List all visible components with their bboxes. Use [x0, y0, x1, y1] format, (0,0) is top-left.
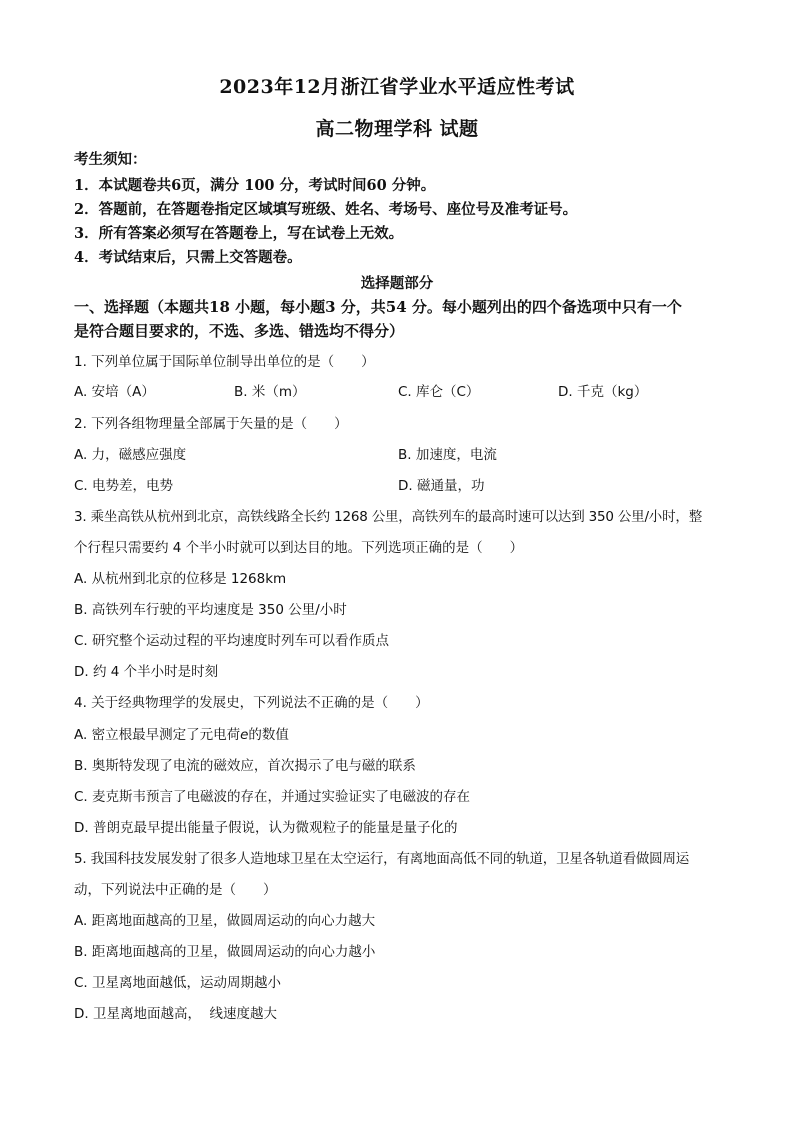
exam-subtitle: 高二物理学科 试题 [315, 118, 479, 140]
question-2-stem: 2. 下列各组物理量全部属于矢量的是（ ） [74, 416, 348, 432]
question-5-stem: 5. 我国科技发展发射了很多人造地球卫星在太空运行，有离地面高低不同的轨道，卫星各轨道看做圆周运 [74, 851, 690, 867]
elementary-charge-symbol: e [240, 727, 249, 743]
section-title: 选择题部分 [360, 275, 434, 292]
question-3-option-a: A. 从杭州到北京的位移是 1268km [74, 571, 287, 587]
question-2-option-c: C. 电势差，电势 [74, 478, 174, 494]
notice-item: 4．考试结束后，只需上交答题卷。 [74, 249, 302, 266]
question-4-stem: 4. 关于经典物理学的发展史，下列说法不正确的是（ ） [74, 695, 429, 711]
question-5-option-d: D. 卫星离地面越高， 线速度越大 [74, 1006, 278, 1022]
question-2-option-a: A. 力，磁感应强度 [74, 447, 187, 463]
question-4-option-a [74, 723, 289, 743]
notice-item: 3．所有答案必须写在答题卷上，写在试卷上无效。 [74, 225, 404, 242]
question-4-option-b: B. 奥斯特发现了电流的磁效应，首次揭示了电与磁的联系 [74, 758, 416, 774]
question-1-option-d: D. 千克（kg） [558, 384, 648, 400]
question-4-option-c: C. 麦克斯韦预言了电磁波的存在，并通过实验证实了电磁波的存在 [74, 789, 471, 805]
question-1-stem: 1. 下列单位属于国际单位制导出单位的是（ ） [74, 354, 375, 370]
question-2-option-b: B. 加速度，电流 [398, 447, 497, 463]
question-1-option-c: C. 库仑（C） [398, 384, 480, 400]
question-3-option-b: B. 高铁列车行驶的平均速度是 350 公里/小时 [74, 602, 347, 618]
question-3-option-c: C. 研究整个运动过程的平均速度时列车可以看作质点 [74, 633, 390, 649]
question-1-option-a: A. 安培（A） [74, 384, 155, 400]
question-3-stem: 3. 乘坐高铁从杭州到北京，高铁线路全长约 1268 公里，高铁列车的最高时速可以达到 350 公里/小时，整 [74, 509, 703, 525]
question-2-option-d: D. 磁通量，功 [398, 478, 485, 494]
question-3-stem: 个行程只需要约 4 个半小时就可以到达目的地。下列选项正确的是（ ） [74, 540, 524, 556]
question-5-option-b: B. 距离地面越高的卫星，做圆周运动的向心力越小 [74, 944, 376, 960]
question-5-stem: 动，下列说法中正确的是（ ） [74, 882, 277, 898]
section-instruction: 是符合题目要求的，不选、多选、错选均不得分） [74, 322, 405, 340]
notice-item: 2．答题前，在答题卷指定区域填写班级、姓名、考场号、座位号及准考证号。 [74, 201, 578, 218]
exam-title: 2023年12月浙江省学业水平适应性考试 [219, 76, 575, 98]
question-3-option-d: D. 约 4 个半小时是时刻 [74, 664, 219, 680]
notice-item: 1．本试题卷共6页，满分 100 分，考试时间60 分钟。 [74, 177, 436, 194]
question-4-option-a-text: A. 密立根最早测定了元电荷 [74, 727, 241, 743]
question-1-option-b: B. 米（m） [234, 384, 306, 400]
question-5-option-c: C. 卫星离地面越低，运动周期越小 [74, 975, 282, 991]
notice-heading: 考生须知： [74, 151, 147, 168]
question-5-option-a: A. 距离地面越高的卫星，做圆周运动的向心力越大 [74, 913, 376, 929]
section-instruction: 一、选择题（本题共18 小题，每小题3 分，共54 分。每小题列出的四个备选项中只有一个 [74, 298, 682, 316]
question-4-option-a-tail: 的数值 [248, 727, 289, 743]
question-4-option-d: D. 普朗克最早提出能量子假说，认为微观粒子的能量是量子化的 [74, 820, 458, 836]
